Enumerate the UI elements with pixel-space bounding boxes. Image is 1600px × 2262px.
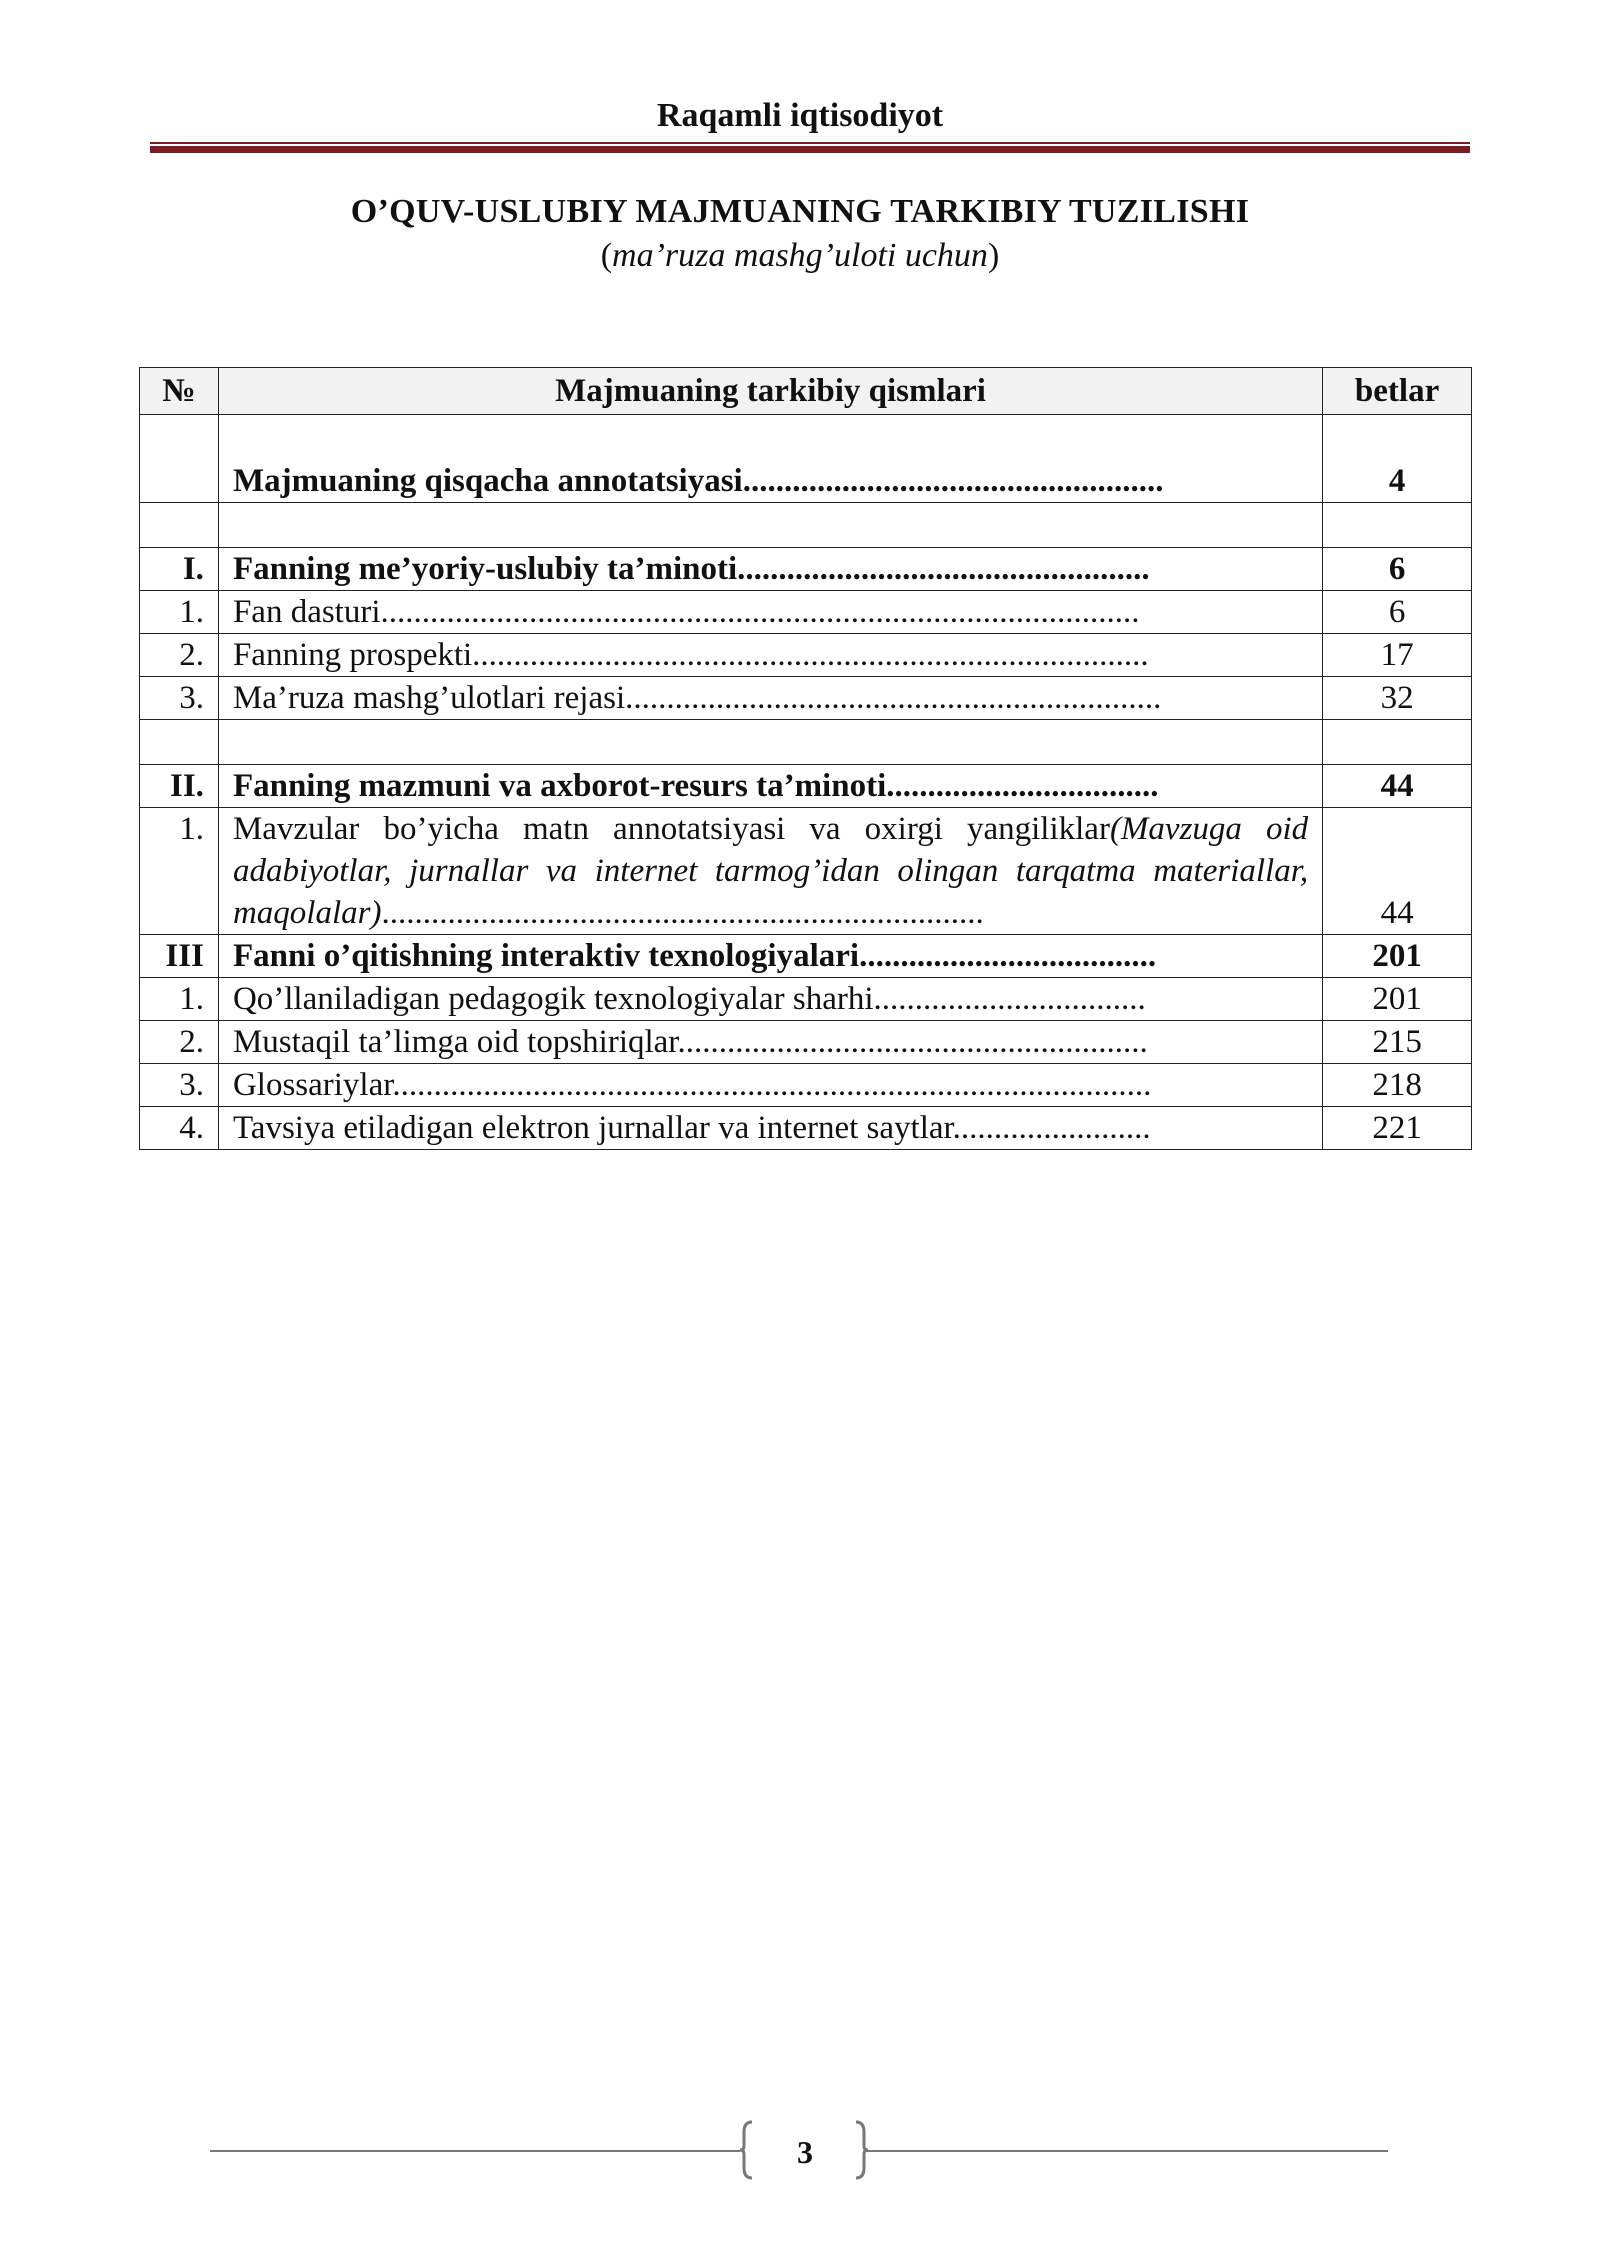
row-number: III	[140, 935, 219, 978]
column-header-pages: betlar	[1323, 368, 1472, 415]
footer-rule-right	[866, 2150, 1388, 2152]
row-title-italic: (Mavzuga oid adabiyotlar, jurnallar va internet tarmog’idan olingan tarqatma materiallar, maqolalar)	[232, 811, 1309, 931]
row-number	[140, 415, 219, 503]
table-row	[140, 634, 1472, 677]
table-row	[140, 765, 1472, 808]
row-number: 4.	[140, 1107, 219, 1150]
row-page: 6	[1323, 591, 1472, 634]
row-title: Qo’llaniladigan pedagogik texnologiyalar sharhi.................................	[218, 978, 1322, 1021]
table-row	[140, 1107, 1472, 1150]
row-title	[218, 720, 1322, 765]
row-number	[140, 503, 219, 548]
row-page: 4	[1323, 415, 1472, 503]
row-page: 201	[1323, 935, 1472, 978]
table-row	[140, 548, 1472, 591]
table-row	[140, 415, 1472, 503]
header-rule	[150, 142, 1470, 154]
row-title: Ma’ruza mashg’ulotlari rejasi.................................................................	[218, 677, 1322, 720]
subtitle-open-paren: (	[600, 237, 613, 274]
row-number: 3.	[140, 677, 219, 720]
row-title: Fanni o’qitishning interaktiv texnologiyalari....................................	[218, 935, 1322, 978]
table-row	[140, 677, 1472, 720]
table-row	[140, 978, 1472, 1021]
table-row-spacer	[140, 720, 1472, 765]
table-row	[140, 591, 1472, 634]
row-page: 215	[1323, 1021, 1472, 1064]
contents-table	[139, 367, 1472, 1150]
row-number: 1.	[140, 591, 219, 634]
table-row	[140, 935, 1472, 978]
row-title	[218, 808, 1322, 935]
row-title: Fanning me’yoriy-uslubiy ta’minoti..................................................	[218, 548, 1322, 591]
row-number: 3.	[140, 1064, 219, 1107]
row-number: 1.	[140, 808, 219, 935]
table-row	[140, 1021, 1472, 1064]
row-page: 218	[1323, 1064, 1472, 1107]
row-title: Glossariylar............................................................................................	[218, 1064, 1322, 1107]
column-header-number: №	[140, 368, 219, 415]
row-title	[218, 503, 1322, 548]
table-row-spacer	[140, 503, 1472, 548]
header-rule-thin	[150, 142, 1470, 144]
row-page: 221	[1323, 1107, 1472, 1150]
row-page: 201	[1323, 978, 1472, 1021]
row-page: 44	[1323, 765, 1472, 808]
row-number: 2.	[140, 1021, 219, 1064]
row-page: 32	[1323, 677, 1472, 720]
row-title: Fanning prospekti..................................................................................	[218, 634, 1322, 677]
page-number: 3	[797, 2134, 813, 2170]
row-number: I.	[140, 548, 219, 591]
subtitle-text: ma’ruza mashg’uloti uchun	[612, 237, 988, 274]
row-title: Fan dasturi............................................................................................	[218, 591, 1322, 634]
document-title: O’QUV-USLUBIY MAJMUANING TARKIBIY TUZILISHI	[350, 193, 1250, 230]
document-subtitle	[0, 236, 1600, 276]
row-title: Tavsiya etiladigan elektron jurnallar va internet saytlar........................	[218, 1107, 1322, 1150]
row-number: 2.	[140, 634, 219, 677]
row-page: 17	[1323, 634, 1472, 677]
row-page	[1323, 720, 1472, 765]
row-number: II.	[140, 765, 219, 808]
subtitle-close-paren: )	[987, 237, 1000, 274]
row-title: Mustaqil ta’limga oid topshiriqlar.........................................................	[218, 1021, 1322, 1064]
row-page: 6	[1323, 548, 1472, 591]
row-number: 1.	[140, 978, 219, 1021]
running-header: Raqamli iqtisodiyot	[656, 97, 944, 134]
row-title-leader: .........................................................................	[381, 895, 984, 931]
row-number	[140, 720, 219, 765]
table-row	[140, 808, 1472, 935]
row-title: Fanning mazmuni va axborot-resurs ta’minoti.................................	[218, 765, 1322, 808]
footer-rule-left	[210, 2150, 740, 2152]
row-title-plain: Mavzular bo’yicha matn annotatsiyasi va oxirgi yangiliklar	[232, 811, 1110, 847]
row-title: Majmuaning qisqacha annotatsiyasi...................................................	[218, 415, 1322, 503]
footer-left-bracket	[740, 2120, 754, 2180]
column-header-sections: Majmuaning tarkibiy qismlari	[218, 368, 1322, 415]
header-rule-thick	[150, 146, 1470, 153]
row-page	[1323, 503, 1472, 548]
row-page: 44	[1323, 808, 1472, 935]
table-header-row	[140, 368, 1472, 415]
table-row	[140, 1064, 1472, 1107]
